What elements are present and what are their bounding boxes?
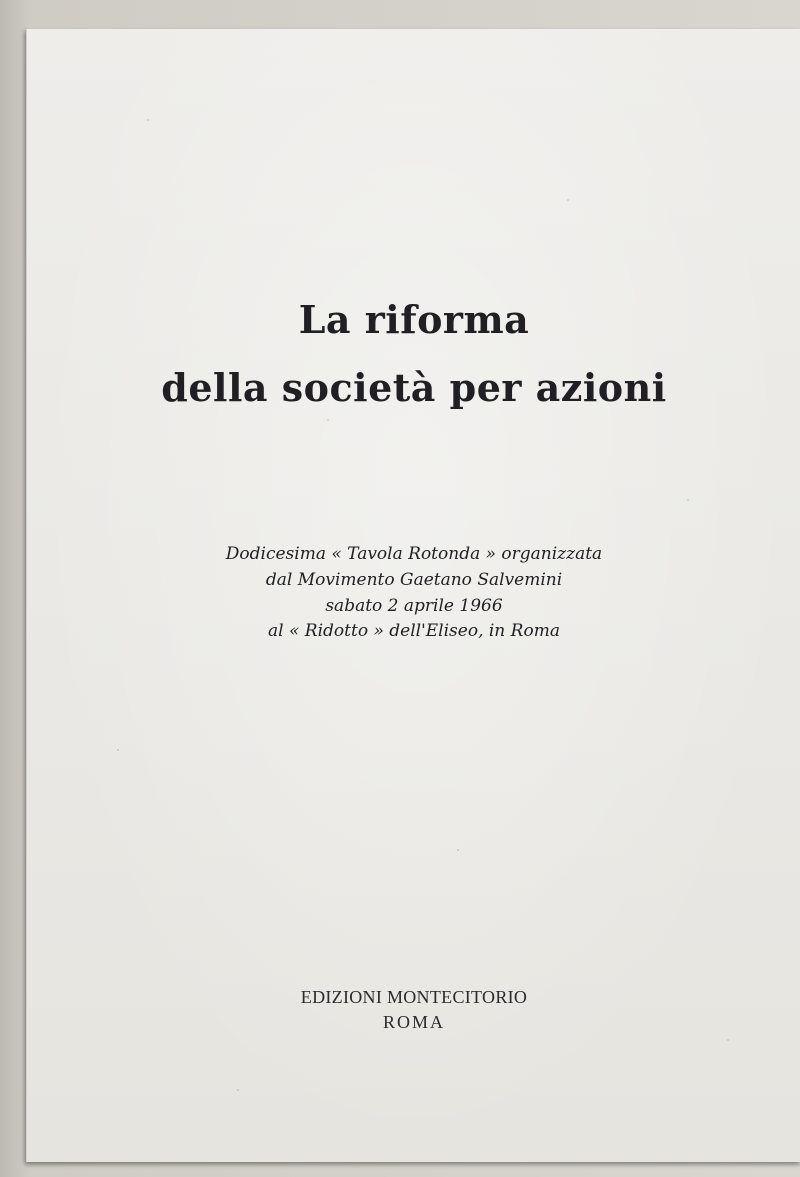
paper-speck xyxy=(687,499,689,501)
cover-subtitle-line: sabato 2 aprile 1966 xyxy=(325,596,503,616)
paper-speck xyxy=(237,1089,239,1091)
paper-speck xyxy=(727,1039,729,1041)
publisher-city: ROMA xyxy=(382,1012,445,1032)
cover-subtitle-line: dal Movimento Gaetano Salvemini xyxy=(265,570,563,590)
paper-speck xyxy=(147,119,149,121)
cover-title-line-1: La riforma xyxy=(298,297,530,342)
paper-speck xyxy=(567,199,569,201)
paper-speck xyxy=(457,849,459,851)
paper-speck xyxy=(327,419,329,421)
cover-subtitle-line: Dodicesima « Tavola Rotonda » organizzata xyxy=(225,544,603,564)
paper-speck xyxy=(117,749,119,751)
cover-title-line-2: della società per azioni xyxy=(161,365,667,410)
cover-subtitle-line: al « Ridotto » dell'Eliseo, in Roma xyxy=(268,621,560,641)
publisher-name: EDIZIONI MONTECITORIO xyxy=(300,987,528,1007)
book-cover xyxy=(26,29,800,1162)
